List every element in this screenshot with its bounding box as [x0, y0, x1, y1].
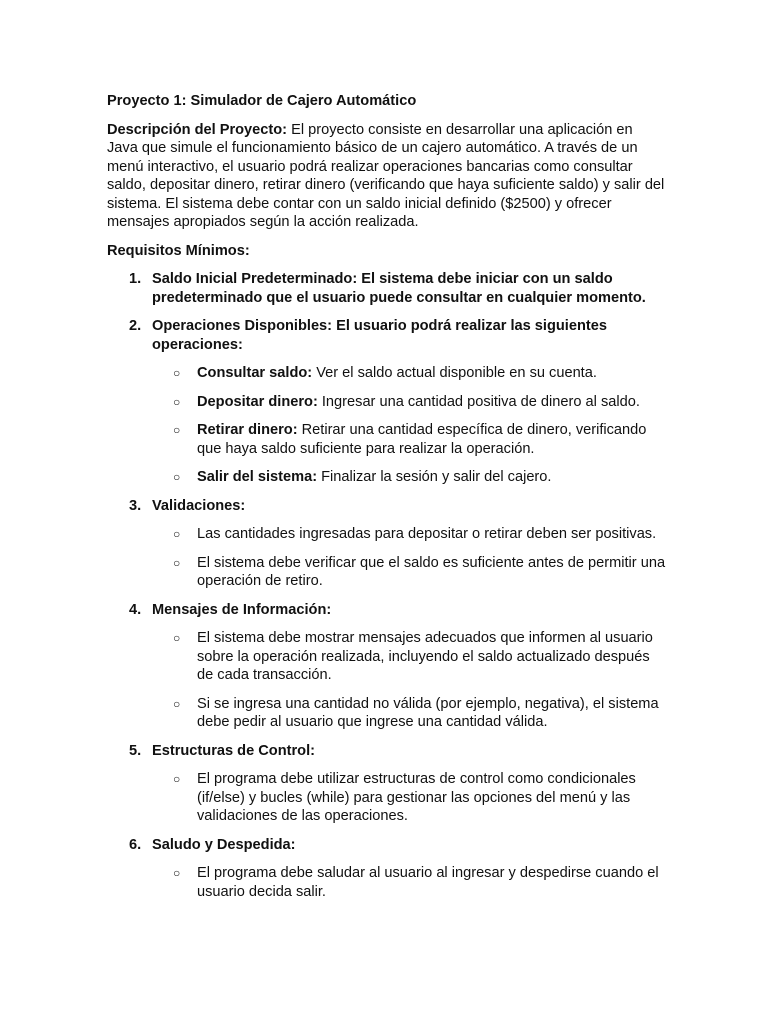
requirement-item [107, 742, 667, 826]
requirement-number: 3. [129, 497, 142, 514]
document-body [107, 92, 667, 911]
sub-item [152, 421, 667, 458]
requirements-heading: Requisitos Mínimos: [107, 242, 250, 259]
sub-item [152, 364, 667, 383]
requirement-item [107, 317, 667, 487]
requirement-item [107, 270, 667, 307]
sub-item [152, 695, 667, 732]
sub-item-text: El programa debe utilizar estructuras de control como condicionales (if/else) y bucles (while) para gestionar las opciones del menú y las validaciones de las operaciones. [197, 771, 636, 824]
sub-item-label: Consultar saldo: [197, 365, 313, 381]
sub-item [152, 629, 667, 685]
sub-item-list [152, 864, 667, 901]
requirement-number: 1. [129, 271, 142, 287]
bullet-icon: ○ [173, 631, 181, 645]
document-title: Proyecto 1: Simulador de Cajero Automático [107, 93, 417, 109]
bullet-icon: ○ [173, 394, 181, 409]
requirements-list [107, 270, 667, 901]
sub-item [152, 525, 667, 544]
description-text: El proyecto consiste en desarrollar una aplicación en Java que simule el funcionamiento básico de un cajero automático. A través de un menú interactivo, el usuario podrá realizar operaciones bancarias como consultar saldo, depositar dinero, retirar dinero (verificando que haya suficiente saldo) y salir del sistema. El sistema debe contar con un saldo inicial definido ($2500) y ofrecer mensajes apropiados según la acción realizada. [107, 121, 665, 230]
sub-item [152, 554, 667, 591]
requirement-item [107, 601, 667, 732]
requirement-item [107, 836, 667, 902]
sub-item-label: Salir del sistema: [197, 469, 318, 485]
bullet-icon: ○ [173, 866, 181, 880]
requirement-title: Saldo Inicial Predeterminado: El sistema debe iniciar con un saldo predeterminado que el usuario puede consultar en cualquier momento. [152, 271, 646, 306]
sub-item-text: Ingresar una cantidad positiva de dinero al saldo. [317, 393, 640, 410]
sub-item-text: El programa debe saludar al usuario al ingresar y despedirse cuando el usuario decida salir. [197, 865, 659, 900]
sub-item-list [152, 770, 667, 826]
requirement-title: Validaciones: [152, 497, 246, 514]
bullet-icon: ○ [173, 555, 181, 570]
sub-item-text: Finalizar la sesión y salir del cajero. [317, 469, 552, 485]
requirement-title: Estructuras de Control: [152, 742, 315, 759]
requirement-number: 4. [129, 601, 142, 618]
sub-item-text: Ver el saldo actual disponible en su cuenta. [312, 365, 597, 381]
sub-item-text: Si se ingresa una cantidad no válida (por ejemplo, negativa), el sistema debe pedir al usuario que ingrese una cantidad válida. [197, 695, 659, 730]
sub-item-list [152, 629, 667, 732]
sub-item [152, 468, 667, 487]
requirement-number: 6. [129, 836, 142, 853]
bullet-icon: ○ [173, 423, 181, 437]
bullet-icon: ○ [173, 366, 181, 380]
sub-item-text: Retirar una cantidad específica de dinero, verificando que haya saldo suficiente para realizar la operación. [197, 422, 647, 457]
sub-item [152, 770, 667, 826]
sub-item-text: El sistema debe mostrar mensajes adecuados que informen al usuario sobre la operación realizada, incluyendo el saldo actualizado después de cada transacción. [197, 630, 653, 683]
requirement-title: Operaciones Disponibles: El usuario podrá realizar las siguientes operaciones: [152, 318, 607, 353]
sub-item-text: Las cantidades ingresadas para depositar o retirar deben ser positivas. [197, 526, 657, 542]
bullet-icon: ○ [173, 696, 181, 711]
requirement-number: 2. [129, 318, 142, 334]
requirement-title: Mensajes de Información: [152, 601, 332, 618]
sub-item-list [152, 525, 667, 591]
bullet-icon: ○ [173, 772, 181, 786]
project-description [107, 121, 667, 232]
sub-item [152, 864, 667, 901]
sub-item-text: El sistema debe verificar que el saldo es suficiente antes de permitir una operación de retiro. [197, 554, 666, 589]
bullet-icon: ○ [173, 470, 181, 484]
requirement-number: 5. [129, 742, 142, 759]
requirement-item [107, 497, 667, 591]
description-label: Descripción del Proyecto: [107, 121, 288, 138]
sub-item [152, 393, 667, 412]
requirement-title: Saludo y Despedida: [152, 836, 296, 853]
sub-item-label: Depositar dinero: [197, 393, 318, 410]
sub-item-label: Retirar dinero: [197, 422, 298, 438]
bullet-icon: ○ [173, 527, 181, 541]
sub-item-list [152, 364, 667, 487]
